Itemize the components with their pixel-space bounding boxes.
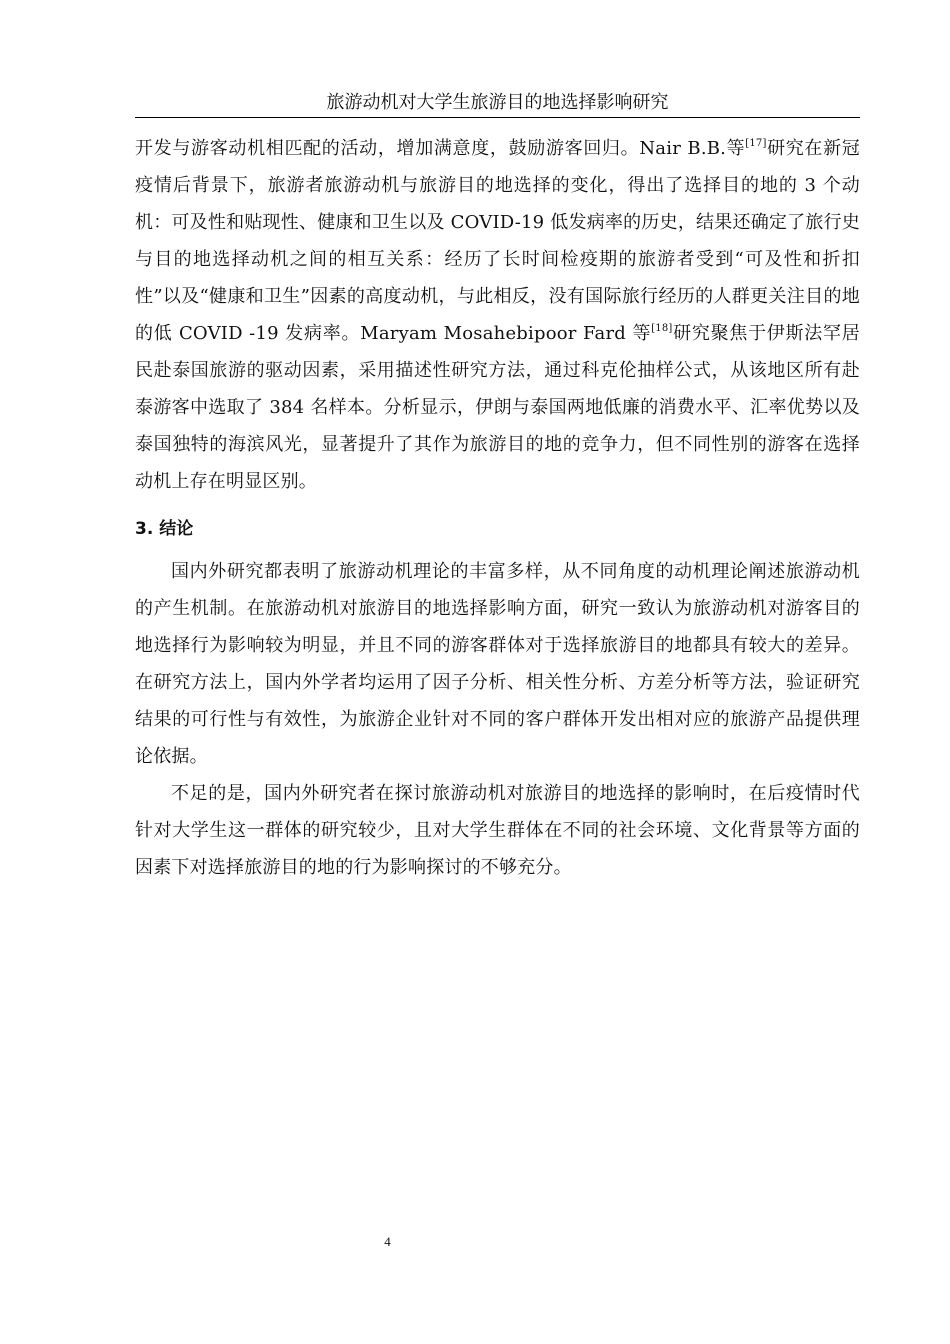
section-heading-conclusion: 3. 结论 [135,519,194,539]
page-body [135,130,860,886]
citation-18: [18] [651,323,673,334]
running-header [135,88,860,118]
paragraph-text: 研究聚焦于伊斯法罕居民赴泰国旅游的驱动因素，采用描述性研究方法，通过科克伦抽样公式，从该地区所有赴泰游客中选取了 384 名样本。分析显示，伊朗与泰国两地低廉的消费水平、汇率优势以及泰国独特的海滨风光，显著提升了其作为旅游目的地的竞争力，但不同性别的游客在选择动机上存在明显区别。 [135,323,860,492]
paragraph-text: 开发与游客动机相匹配的活动，增加满意度，鼓励游客回归。Nair B.B.等 [135,138,746,159]
header-title: 旅游动机对大学生旅游目的地选择影响研究 [326,92,669,113]
paragraph-conclusion-2: 不足的是，国内外研究者在探讨旅游动机对旅游目的地选择的影响时，在后疫情时代针对大学生这一群体的研究较少，且对大学生群体在不同的社会环境、文化背景等方面的因素下对选择旅游目的地的行为影响探讨的不够充分。 [135,783,860,878]
paragraph-conclusion-1: 国内外研究都表明了旅游动机理论的丰富多样，从不同角度的动机理论阐述旅游动机的产生机制。在旅游动机对旅游目的地选择影响方面，研究一致认为旅游动机对游客目的地选择行为影响较为明显，并且不同的游客群体对于选择旅游目的地都具有较大的差异。在研究方法上，国内外学者均运用了因子分析、相关性分析、方差分析等方法，验证研究结果的可行性与有效性，为旅游企业针对不同的客户群体开发出相对应的旅游产品提供理论依据。 [135,561,860,767]
citation-17: [17] [745,138,767,149]
paragraph-text: 研究在新冠疫情后背景下，旅游者旅游动机与旅游目的地选择的变化，得出了选择目的地的 3 个动机：可及性和贴现性、健康和卫生以及 COVID-19 低发病率的历史，结果还确定了旅行史与目的地选择动机之间的相互关系：经历了长时间检疫期的旅游者受到“可及性和折扣性”以及“健康和卫生”因素的高度动机，与此相反，没有国际旅行经历的人群更关注目的地的低 COVID -19 发病率。Maryam Mosahebipoor Fard 等 [135,138,860,344]
paragraph-continuation [135,130,860,500]
page-number: 4 [384,1234,391,1249]
